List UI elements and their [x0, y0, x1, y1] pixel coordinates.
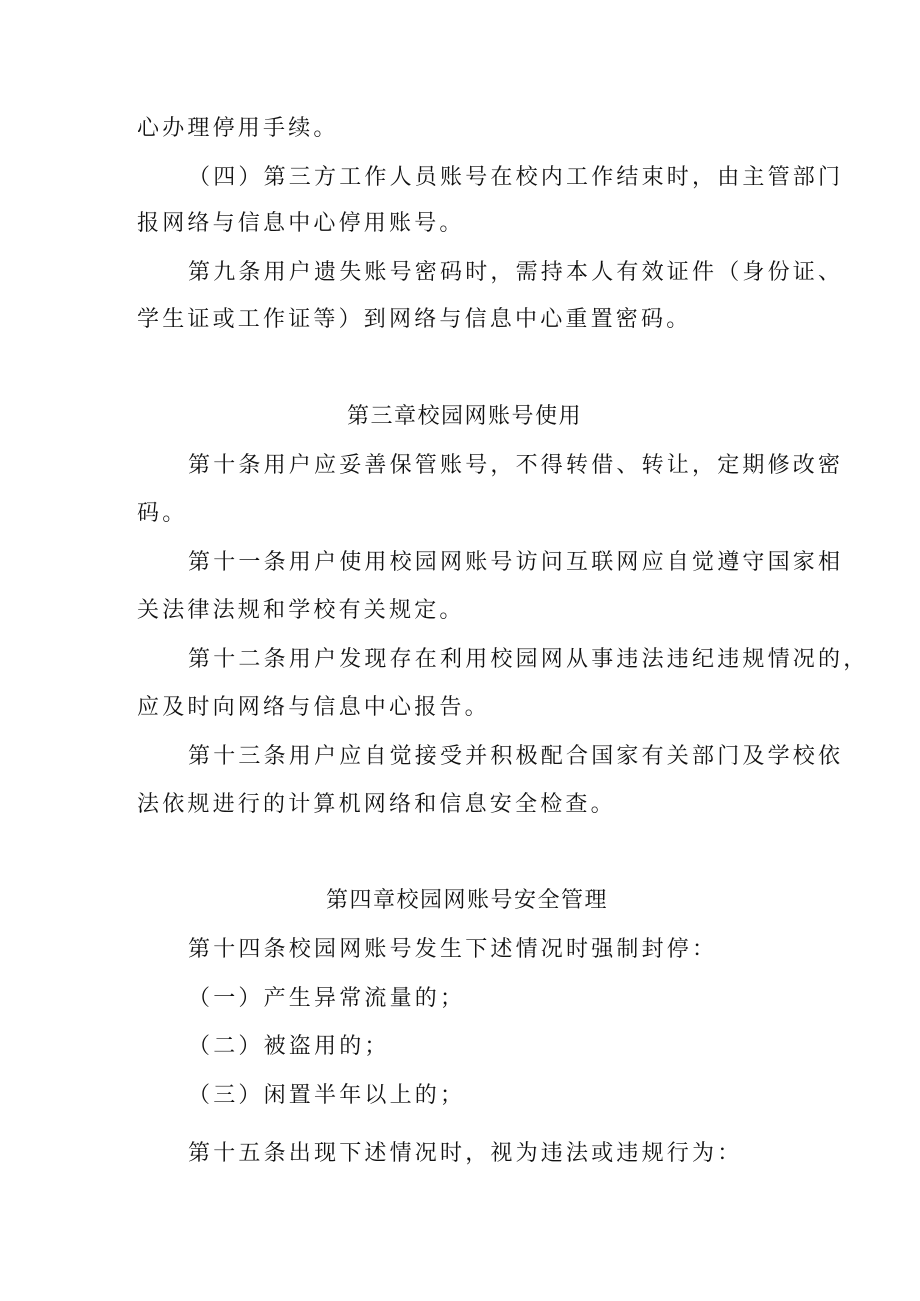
chapter-heading: 第四章校园网账号安全管理 [326, 888, 609, 913]
text-line: 法依规进行的计算机网络和信息安全检查。 [137, 792, 616, 817]
text-line: 第九条用户遗失账号密码时，需持本人有效证件（身份证、 [188, 260, 844, 285]
text-line: （二）被盗用的； [188, 1034, 390, 1059]
text-line: 心办理停用手续。 [137, 116, 339, 141]
text-line: 关法律法规和学校有关规定。 [137, 598, 465, 623]
text-line: 学生证或工作证等）到网络与信息中心重置密码。 [137, 307, 692, 332]
text-line: 第十条用户应妥善保管账号，不得转借、转让，定期修改密 [188, 453, 844, 478]
text-line: 第十一条用户使用校园网账号访问互联网应自觉遵守国家相 [188, 550, 844, 575]
text-line: 应及时向网络与信息中心报告。 [137, 695, 490, 720]
text-line: （一）产生异常流量的； [188, 986, 466, 1011]
text-line: 第十五条出现下述情况时，视为违法或违规行为： [188, 1141, 743, 1166]
text-line: （四）第三方工作人员账号在校内工作结束时，由主管部门 [188, 165, 844, 190]
chapter-heading: 第三章校园网账号使用 [347, 404, 583, 429]
text-line: 第十四条校园网账号发生下述情况时强制封停： [188, 937, 718, 962]
text-line: 码。 [137, 501, 188, 526]
text-line: （三）闲置半年以上的； [188, 1083, 466, 1108]
text-line: 第十三条用户应自觉接受并积极配合国家有关部门及学校依 [188, 744, 844, 769]
text-line: 报网络与信息中心停用账号。 [137, 211, 465, 236]
text-line: 第十二条用户发现存在利用校园网从事违法违纪违规情况的， [188, 647, 869, 672]
